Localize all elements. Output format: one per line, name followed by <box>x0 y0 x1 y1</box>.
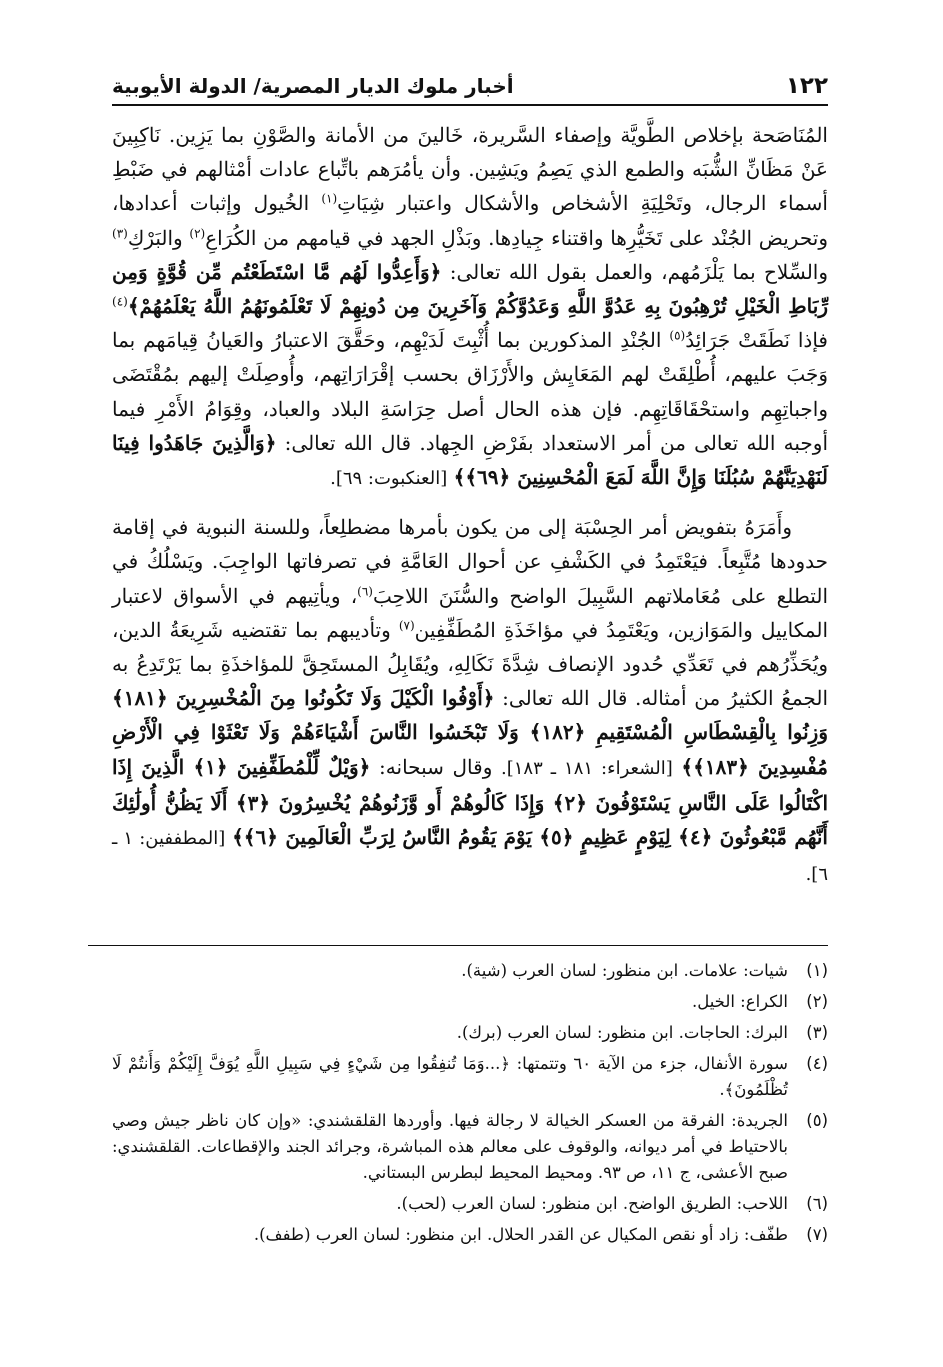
quran-verse: ﴿وَالَّذِينَ جَاهَدُوا فِينَا لَنَهْدِيَنَّهُمْ سُبُلَنَا وَإِنَّ اللَّهَ لَمَعَ الْمُحْسِنِينَ ﴿٦٩﴾﴾ <box>112 430 828 490</box>
quran-verse: ﴿وَأَعِدُّوا لَهُم مَّا اسْتَطَعْتُم مِّن قُوَّةٍ وَمِن رِّبَاطِ الْخَيْلِ تُرْهِبُونَ بِهِ عَدُوَّ اللَّهِ وَعَدُوَّكُمْ وَآخَرِينَ مِن دُونِهِمْ لَا تَعْلَمُونَهُمُ اللَّهُ يَعْلَمُهُمْ﴾ <box>112 259 828 319</box>
footnote-number: (٥) <box>806 1111 828 1130</box>
footnote-marker: (٣) <box>112 225 128 240</box>
page-number: ١٢٢ <box>785 73 828 99</box>
footnote <box>112 1020 828 1046</box>
footnote-rule <box>88 945 828 946</box>
text-run: وقال سبحانه: <box>370 754 501 779</box>
quran-verse: ﴿أَوْفُوا الْكَيْلَ وَلَا تَكُونُوا مِنَ الْمُخْسِرِينَ ﴿١٨١﴾ وَزِنُوا بِالْقِسْطَاسِ الْمُسْتَقِيمِ ﴿١٨٢﴾ وَلَا تَبْخَسُوا النَّاسَ أَشْيَاءَهُمْ وَلَا تَعْثَوْا فِي الْأَرْضِ مُفْسِدِينَ ﴿١٨٣﴾﴾ <box>112 686 828 779</box>
footnote-number: (٦) <box>806 1194 828 1213</box>
text-run: والسِّلاح بما يَلْزَمُهم، والعمل بقول الله تعالى: <box>441 259 829 284</box>
text-run: وتأديبهم بما تقتضيه شَرِيعَةُ الدين، ويُحَذِّرُهم في تَعَدِّي حُدود الإنصاف شِدَّةَ نَكَالِهِ، ويُقَابِلُ المستَحِقَّ للمؤاخذَةِ بما يَرْتَدِعُ به الجمعُ الكثيرُ من أمثاله. قال الله تعالى: <box>112 617 828 711</box>
page-header <box>112 66 828 100</box>
footnote <box>112 1108 828 1186</box>
verse-reference: [المطففين: ١ ـ ٦]. <box>112 828 828 886</box>
footnote-text: الجريدة: الفرقة من العسكر الخيالة لا رجالة فيها. وأوردها القلقشندي: «وإن كان ناظر جيش وصي بالاحتياط في أمر ديوانه، والوقوف على معالم هذه المباشرة، وجرائد الجند والإقطاعات. القلقشندي: صبح الأعشى، ج ١١، ص ٩٣. ومحيط المحيط لبطرس البستاني. <box>112 1111 788 1182</box>
footnote <box>112 1222 828 1248</box>
header-rule <box>112 104 828 106</box>
footnote-number: (٤) <box>806 1054 828 1073</box>
text-run: الجُنْدِ المذكورين بما أُثْبِتَ لَدَيْهِم، وحَقَّقَ الاعتبارُ والعَيانُ قِيامَهم بما وَجَبَ عليهم، أُطْلِقَتْ لهم المَعَايِش والأَرْزَاق بحسب إقْرَارَاتِهم، وأُوصِلَتْ إليهم بمُقْتَضَى واجباتِهِم واستحْقَاقَاتِهِم. فإن هذه الحال أصل حِرَاسَةِ البلاد والعباد، وقِوَامُ الأَمْرِ فيما أوجبه الله تعالى من أمر الاستعداد بفَرْضِ الجِهاد. قال الله تعالى: <box>112 328 829 455</box>
text-run: الخُيول وإثبات أعدادها، وتحريض الجُنْد على تَخَيُّرِها واقتناء جِيادِها. وبَذْلِ الجهد في قيامهم من الكُرَاعِ <box>112 191 828 250</box>
text-run: المُنَاصَحة بإخلاص الطَّويَّة وإصفاء السَّريرة، خَالينَ من الأمانة والصَّوْنِ بما يَزِين. نَاكِبِينَ عَنْ مَظَانِّ الشُّبَه والطمع الذي يَصِمُ ويَشِين. وأن يأمُرَهم باتِّباع عادات أمْثالهم في ضَبْطِ أسماء الرجال، وتَحْلِيَةِ الأشخاص والأشكال واعتبار شِيَاتِ <box>112 123 828 216</box>
footnote-number: (٧) <box>806 1225 828 1244</box>
footnote-text: الكراع: الخيل. <box>691 992 788 1011</box>
footnote <box>112 1051 828 1103</box>
text-run: ، ويأتِيهم في الأسواق لاعتبار المكاييل والمَوَازين، ويَعْتَمِدُ في مؤاخَذَةِ المُطَفِّفِين <box>112 583 828 642</box>
verse-reference: [العنكبوت: ٦٩]. <box>330 468 448 490</box>
footnote-marker: (٦) <box>357 583 373 598</box>
footnote-number: (٣) <box>806 1023 828 1042</box>
main-text <box>112 118 828 892</box>
running-title: أخبار ملوك الديار المصرية/ الدولة الأيوبية <box>112 74 514 98</box>
footnote <box>112 958 828 984</box>
footnote <box>112 1191 828 1217</box>
footnote-text: شيات: علامات. ابن منظور: لسان العرب (شية). <box>461 961 788 980</box>
footnote-marker: (٥) <box>669 328 686 343</box>
footnote-marker: (٤) <box>112 294 128 309</box>
footnote-text: اللاحب: الطريق الواضح. ابن منظور: لسان العرب (لحب). <box>396 1194 788 1213</box>
footnote-marker: (٢) <box>189 225 206 240</box>
footnote-number: (٢) <box>806 992 828 1011</box>
footnote-marker: (٧) <box>398 618 415 633</box>
text-run: فإذا نَطَقَتْ جَرَائِدُ <box>685 328 828 353</box>
paragraph <box>112 510 828 892</box>
text-run: والبَرْكِ <box>127 225 190 250</box>
footnote-text: سورة الأنفال، جزء من الآية ٦٠ وتتمتها: ﴿...وَمَا تُنفِقُوا مِن شَيْءٍ فِي سَبِيلِ اللَّهِ يُوَفَّ إِلَيْكُمْ وَأَنتُمْ لَا تُظْلَمُونَ﴾. <box>112 1054 788 1099</box>
text-run: وأَمَرَهُ بتفويض أمر الحِسْبَة إلى من يكون بأمرها مضطلِعاً، وللسنة النبوية في إقامة حدودها مُتَّبِعاً. فيَعْتَمِدُ في الكَشْفِ عن أحوال العَامَّةِ في تصرفاتها الواجِبَ. ويَسْلُكُ في التطلع على مُعَاملاتهم السَّبِيلَ الواضح والسُّنَنَ اللاحِبَ <box>112 515 828 608</box>
footnote-marker: (١) <box>321 191 338 206</box>
footnote-text: البرك: الحاجات. ابن منظور: لسان العرب (برك). <box>456 1023 788 1042</box>
quran-verse: ﴿وَيْلٌ لِّلْمُطَفِّفِينَ ﴿١﴾ الَّذِينَ إِذَا اكْتَالُوا عَلَى النَّاسِ يَسْتَوْفُونَ ﴿٢﴾ وَإِذَا كَالُوهُمْ أَو وَّزَنُوهُمْ يُخْسِرُونَ ﴿٣﴾ أَلَا يَظُنُّ أُولَٰئِكَ أَنَّهُم مَّبْعُوثُونَ ﴿٤﴾ لِيَوْمٍ عَظِيمٍ ﴿٥﴾ يَوْمَ يَقُومُ النَّاسُ لِرَبِّ الْعَالَمِينَ ﴿٦﴾﴾ <box>112 754 828 850</box>
footnote <box>112 989 828 1015</box>
footnote-text: طفّف: زاد أو نقص المكيال عن القدر الحلال. ابن منظور: لسان العرب (طفف). <box>253 1225 788 1244</box>
verse-reference: [الشعراء: ١٨١ ـ ١٨٣]. <box>500 757 673 779</box>
footnotes <box>112 958 828 1253</box>
footnote-number: (١) <box>806 961 828 980</box>
paragraph <box>112 118 828 496</box>
